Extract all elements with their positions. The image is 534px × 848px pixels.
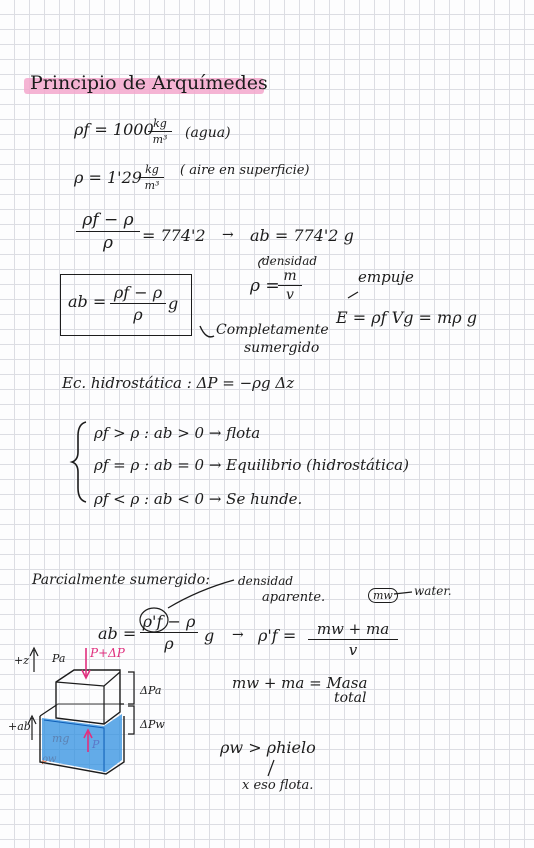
water-fill	[42, 714, 122, 772]
mw-circle-label: mw	[368, 588, 398, 603]
rho-prime-lhs: ρ'f =	[258, 626, 297, 645]
p-dp-label: P+ΔP	[90, 646, 125, 660]
compare-note: x eso flota.	[242, 778, 314, 793]
boxed-note-arrow	[200, 326, 214, 337]
dpa-label: ΔPa	[140, 684, 162, 697]
ab-g: g	[204, 626, 215, 645]
ab-num: ρ'f − ρ	[142, 612, 196, 631]
ratio-num: ρf − ρ	[82, 210, 134, 230]
mass-eq-total: total	[334, 690, 367, 706]
unit-num: kg	[145, 163, 159, 176]
case-float: ρf > ρ : ab > 0 → flota	[94, 424, 261, 442]
cases-brace	[72, 422, 86, 502]
case-equilibrium: ρf = ρ : ab = 0 → Equilibrio (hidrostática)	[94, 456, 409, 474]
boxed-note-2: sumergido	[244, 340, 320, 356]
unit-den: m³	[144, 179, 160, 192]
rho-prime-circle	[140, 608, 168, 632]
empuje-eq: E = ρf Vg = mρ g	[336, 308, 477, 327]
hydrostatic-eq: Ec. hidrostática : ΔP = −ρg Δz	[62, 374, 295, 392]
air-note: ( aire en superficie)	[180, 163, 310, 178]
density-compare: ρw > ρhielo	[220, 738, 316, 757]
empuje-arrow	[348, 292, 358, 298]
ab-arrow: →	[232, 627, 244, 643]
pa-label: Pa	[52, 652, 66, 665]
ratio-arrow: →	[222, 227, 234, 243]
density-lhs: ρ =	[250, 276, 280, 296]
boxed-note-1: Completamente	[216, 322, 329, 338]
water-density-eq: ρf = 1000	[74, 120, 154, 139]
rho-prime-num: mw + ma	[316, 620, 390, 638]
unit-den: m³	[152, 133, 168, 146]
ab-lhs: ab =	[98, 624, 137, 643]
air-density-eq: ρ = 1'29	[74, 168, 142, 187]
boxed-g: g	[168, 294, 179, 313]
boxed-den: ρ	[133, 305, 143, 324]
ratio-value: = 774'2	[142, 226, 206, 245]
case-sink: ρf < ρ : ab < 0 → Se hunde.	[94, 490, 303, 508]
page-title: Principio de Arquímedes	[30, 72, 268, 94]
density-num: m	[283, 268, 297, 284]
boxed-lhs: ab =	[68, 292, 107, 311]
ratio-result: ab = 774'2 g	[250, 226, 354, 245]
boxed-num: ρf − ρ	[113, 283, 163, 302]
density-label: densidad	[262, 254, 318, 268]
density-den: v	[286, 287, 294, 303]
z-axis-label: +z	[14, 654, 30, 667]
ratio-den: ρ	[103, 233, 113, 253]
dpw-label: ΔPw	[140, 718, 165, 731]
ab-den: ρ	[164, 634, 174, 653]
empuje-label: empuje	[358, 268, 414, 286]
mass-eq: mw + ma = Masa	[232, 674, 368, 692]
ab-axis-label: +ab	[8, 720, 31, 733]
apparent-density-1: densidad	[238, 574, 294, 588]
rho-prime-den: v	[348, 641, 358, 659]
unit-num: kg	[153, 117, 167, 130]
water-arrow	[394, 592, 412, 594]
density-arrow	[259, 258, 264, 268]
ice-block	[56, 670, 120, 724]
compare-arrow	[268, 760, 274, 776]
water-note: (agua)	[185, 125, 231, 141]
water-label: water.	[414, 584, 452, 598]
apparent-density-2: aparente.	[262, 590, 326, 605]
beaker-diagram	[28, 648, 134, 774]
partial-heading: Parcialmente sumergido:	[32, 572, 210, 588]
apparent-arrow	[168, 580, 234, 608]
